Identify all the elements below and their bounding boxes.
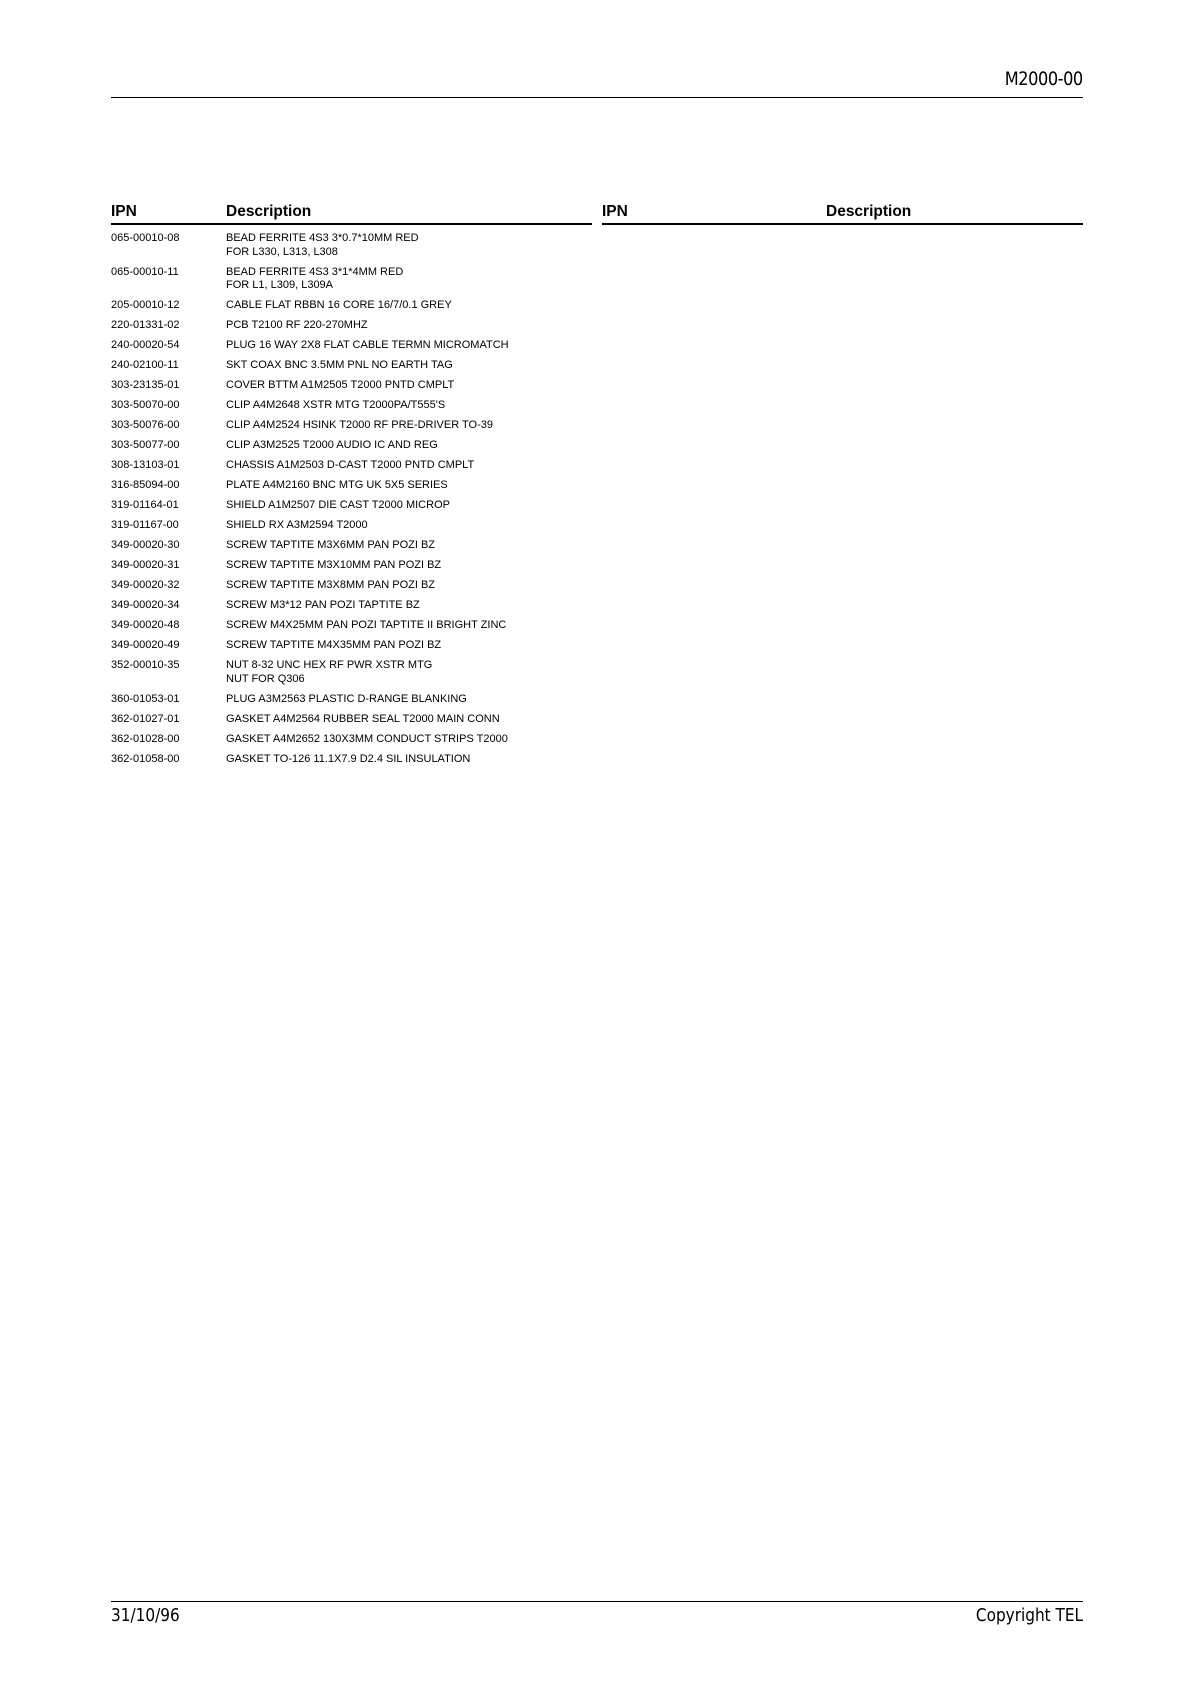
- part-ipn: 360-01053-01: [111, 692, 180, 705]
- part-description-line: FOR L1, L309, L309A: [226, 279, 334, 291]
- part-ipn: 065-00010-11: [111, 265, 179, 278]
- part-description: [226, 319, 592, 333]
- part-row: [111, 319, 592, 333]
- part-description: [226, 232, 592, 259]
- part-description: [226, 579, 592, 593]
- part-ipn: 362-01027-01: [111, 712, 180, 725]
- part-description-line: GASKET A4M2652 130X3MM CONDUCT STRIPS T2000: [226, 732, 508, 745]
- part-description-line: GASKET TO-126 11.1X7.9 D2.4 SIL INSULATION: [226, 752, 471, 765]
- part-description: [226, 519, 592, 533]
- part-description-line: BEAD FERRITE 4S3 3*1*4MM RED: [226, 265, 404, 278]
- part-ipn: 319-01167-00: [111, 519, 179, 531]
- part-description: [226, 359, 592, 373]
- part-description: [226, 419, 592, 433]
- part-row: [111, 232, 592, 259]
- part-row: [111, 693, 592, 707]
- part-description-line: BEAD FERRITE 4S3 3*0.7*10MM RED: [226, 232, 419, 244]
- part-description-line: SCREW TAPTITE M3X8MM PAN POZI BZ: [226, 579, 436, 591]
- part-description: [226, 559, 592, 573]
- part-row: [111, 499, 592, 513]
- part-row: [111, 599, 592, 613]
- part-description-line: NUT 8-32 UNC HEX RF PWR XSTR MTG: [226, 659, 433, 671]
- part-description: [226, 459, 592, 473]
- part-description: [226, 639, 592, 653]
- part-description: [226, 439, 592, 453]
- part-ipn: 303-50076-00: [111, 419, 180, 431]
- part-row: [111, 659, 592, 686]
- part-description: [226, 599, 592, 613]
- part-ipn: 240-00020-54: [111, 339, 180, 351]
- document-id: M2000-00: [1004, 68, 1083, 90]
- part-ipn: 303-50077-00: [111, 439, 180, 451]
- part-row: [111, 399, 592, 413]
- part-description-line: NUT FOR Q306: [226, 672, 305, 685]
- part-description-line: SHIELD A1M2507 DIE CAST T2000 MICROP: [226, 499, 450, 511]
- ipn-header: IPN: [111, 203, 137, 220]
- part-ipn: 362-01058-00: [111, 752, 180, 765]
- part-description: [226, 693, 592, 707]
- part-row: [111, 299, 592, 313]
- part-ipn: 205-00010-12: [111, 299, 180, 311]
- part-description: [226, 619, 592, 633]
- part-row: [111, 753, 592, 767]
- part-row: [111, 459, 592, 473]
- part-description-line: PLUG 16 WAY 2X8 FLAT CABLE TERMN MICROMATCH: [226, 339, 509, 351]
- part-row: [111, 639, 592, 653]
- part-description: [226, 713, 592, 727]
- column-header: [602, 201, 1083, 225]
- part-description-line: SCREW M4X25MM PAN POZI TAPTITE II BRIGHT ZINC: [226, 619, 507, 631]
- part-row: [111, 359, 592, 373]
- part-row: [111, 539, 592, 553]
- part-ipn: 319-01164-01: [111, 499, 179, 511]
- part-description: [226, 299, 592, 313]
- part-row: [111, 419, 592, 433]
- part-ipn: 308-13103-01: [111, 459, 180, 471]
- part-description: [226, 499, 592, 513]
- part-description-line: CLIP A4M2648 XSTR MTG T2000PA/T555'S: [226, 399, 446, 411]
- part-description-line: CLIP A4M2524 HSINK T2000 RF PRE-DRIVER TO-39: [226, 419, 493, 431]
- part-description: [226, 479, 592, 493]
- part-row: [111, 519, 592, 533]
- part-ipn: 065-00010-08: [111, 232, 180, 244]
- part-description-line: SHIELD RX A3M2594 T2000: [226, 519, 368, 531]
- part-row: [111, 559, 592, 573]
- parts-rows: [111, 232, 592, 766]
- part-description-line: COVER BTTM A1M2505 T2000 PNTD CMPLT: [226, 379, 455, 391]
- part-description: [226, 733, 592, 747]
- part-description-line: PLATE A4M2160 BNC MTG UK 5X5 SERIES: [226, 479, 448, 491]
- part-description-line: SCREW TAPTITE M3X10MM PAN POZI BZ: [226, 559, 442, 571]
- ipn-header: IPN: [602, 203, 628, 220]
- part-description-line: CLIP A3M2525 T2000 AUDIO IC AND REG: [226, 439, 438, 451]
- part-row: [111, 619, 592, 633]
- part-description-line: FOR L330, L313, L308: [226, 245, 338, 258]
- part-description: [226, 379, 592, 393]
- part-description: [226, 266, 592, 293]
- part-row: [111, 339, 592, 353]
- part-ipn: 316-85094-00: [111, 479, 180, 491]
- part-row: [111, 379, 592, 393]
- part-row: [111, 713, 592, 727]
- parts-column-right: [602, 201, 1083, 225]
- part-row: [111, 733, 592, 747]
- column-header: [111, 201, 592, 225]
- part-ipn: 220-01331-02: [111, 319, 180, 331]
- part-description-line: PCB T2100 RF 220-270MHZ: [226, 319, 368, 331]
- parts-column-left: [111, 201, 592, 773]
- part-description-line: SCREW TAPTITE M3X6MM PAN POZI BZ: [226, 539, 436, 551]
- part-description-line: PLUG A3M2563 PLASTIC D-RANGE BLANKING: [226, 692, 467, 705]
- part-ipn: 362-01028-00: [111, 732, 180, 745]
- page-header: [111, 66, 1083, 98]
- page-footer: [111, 1601, 1083, 1632]
- part-description-line: CHASSIS A1M2503 D-CAST T2000 PNTD CMPLT: [226, 459, 475, 471]
- part-description-line: GASKET A4M2564 RUBBER SEAL T2000 MAIN CONN: [226, 712, 500, 725]
- part-ipn: 349-00020-31: [111, 559, 180, 571]
- part-ipn: 303-23135-01: [111, 379, 180, 391]
- part-description: [226, 539, 592, 553]
- part-row: [111, 439, 592, 453]
- part-description-line: SCREW TAPTITE M4X35MM PAN POZI BZ: [226, 639, 442, 651]
- part-ipn: 349-00020-48: [111, 619, 180, 631]
- part-ipn: 349-00020-34: [111, 599, 180, 611]
- part-description-line: CABLE FLAT RBBN 16 CORE 16/7/0.1 GREY: [226, 299, 452, 311]
- footer-copyright: Copyright TEL: [975, 1605, 1083, 1626]
- part-description: [226, 753, 592, 767]
- part-row: [111, 266, 592, 293]
- footer-date: 31/10/96: [111, 1605, 180, 1626]
- part-description-line: SCREW M3*12 PAN POZI TAPTITE BZ: [226, 599, 420, 611]
- part-row: [111, 479, 592, 493]
- part-ipn: 349-00020-30: [111, 539, 180, 551]
- part-ipn: 349-00020-49: [111, 639, 180, 651]
- part-description-line: SKT COAX BNC 3.5MM PNL NO EARTH TAG: [226, 359, 453, 371]
- part-ipn: 303-50070-00: [111, 399, 180, 411]
- part-description: [226, 399, 592, 413]
- part-ipn: 352-00010-35: [111, 659, 180, 671]
- part-ipn: 349-00020-32: [111, 579, 180, 591]
- description-header: Description: [826, 203, 912, 220]
- description-header: Description: [226, 203, 312, 220]
- part-description: [226, 659, 592, 686]
- part-row: [111, 579, 592, 593]
- part-description: [226, 339, 592, 353]
- part-ipn: 240-02100-11: [111, 359, 179, 371]
